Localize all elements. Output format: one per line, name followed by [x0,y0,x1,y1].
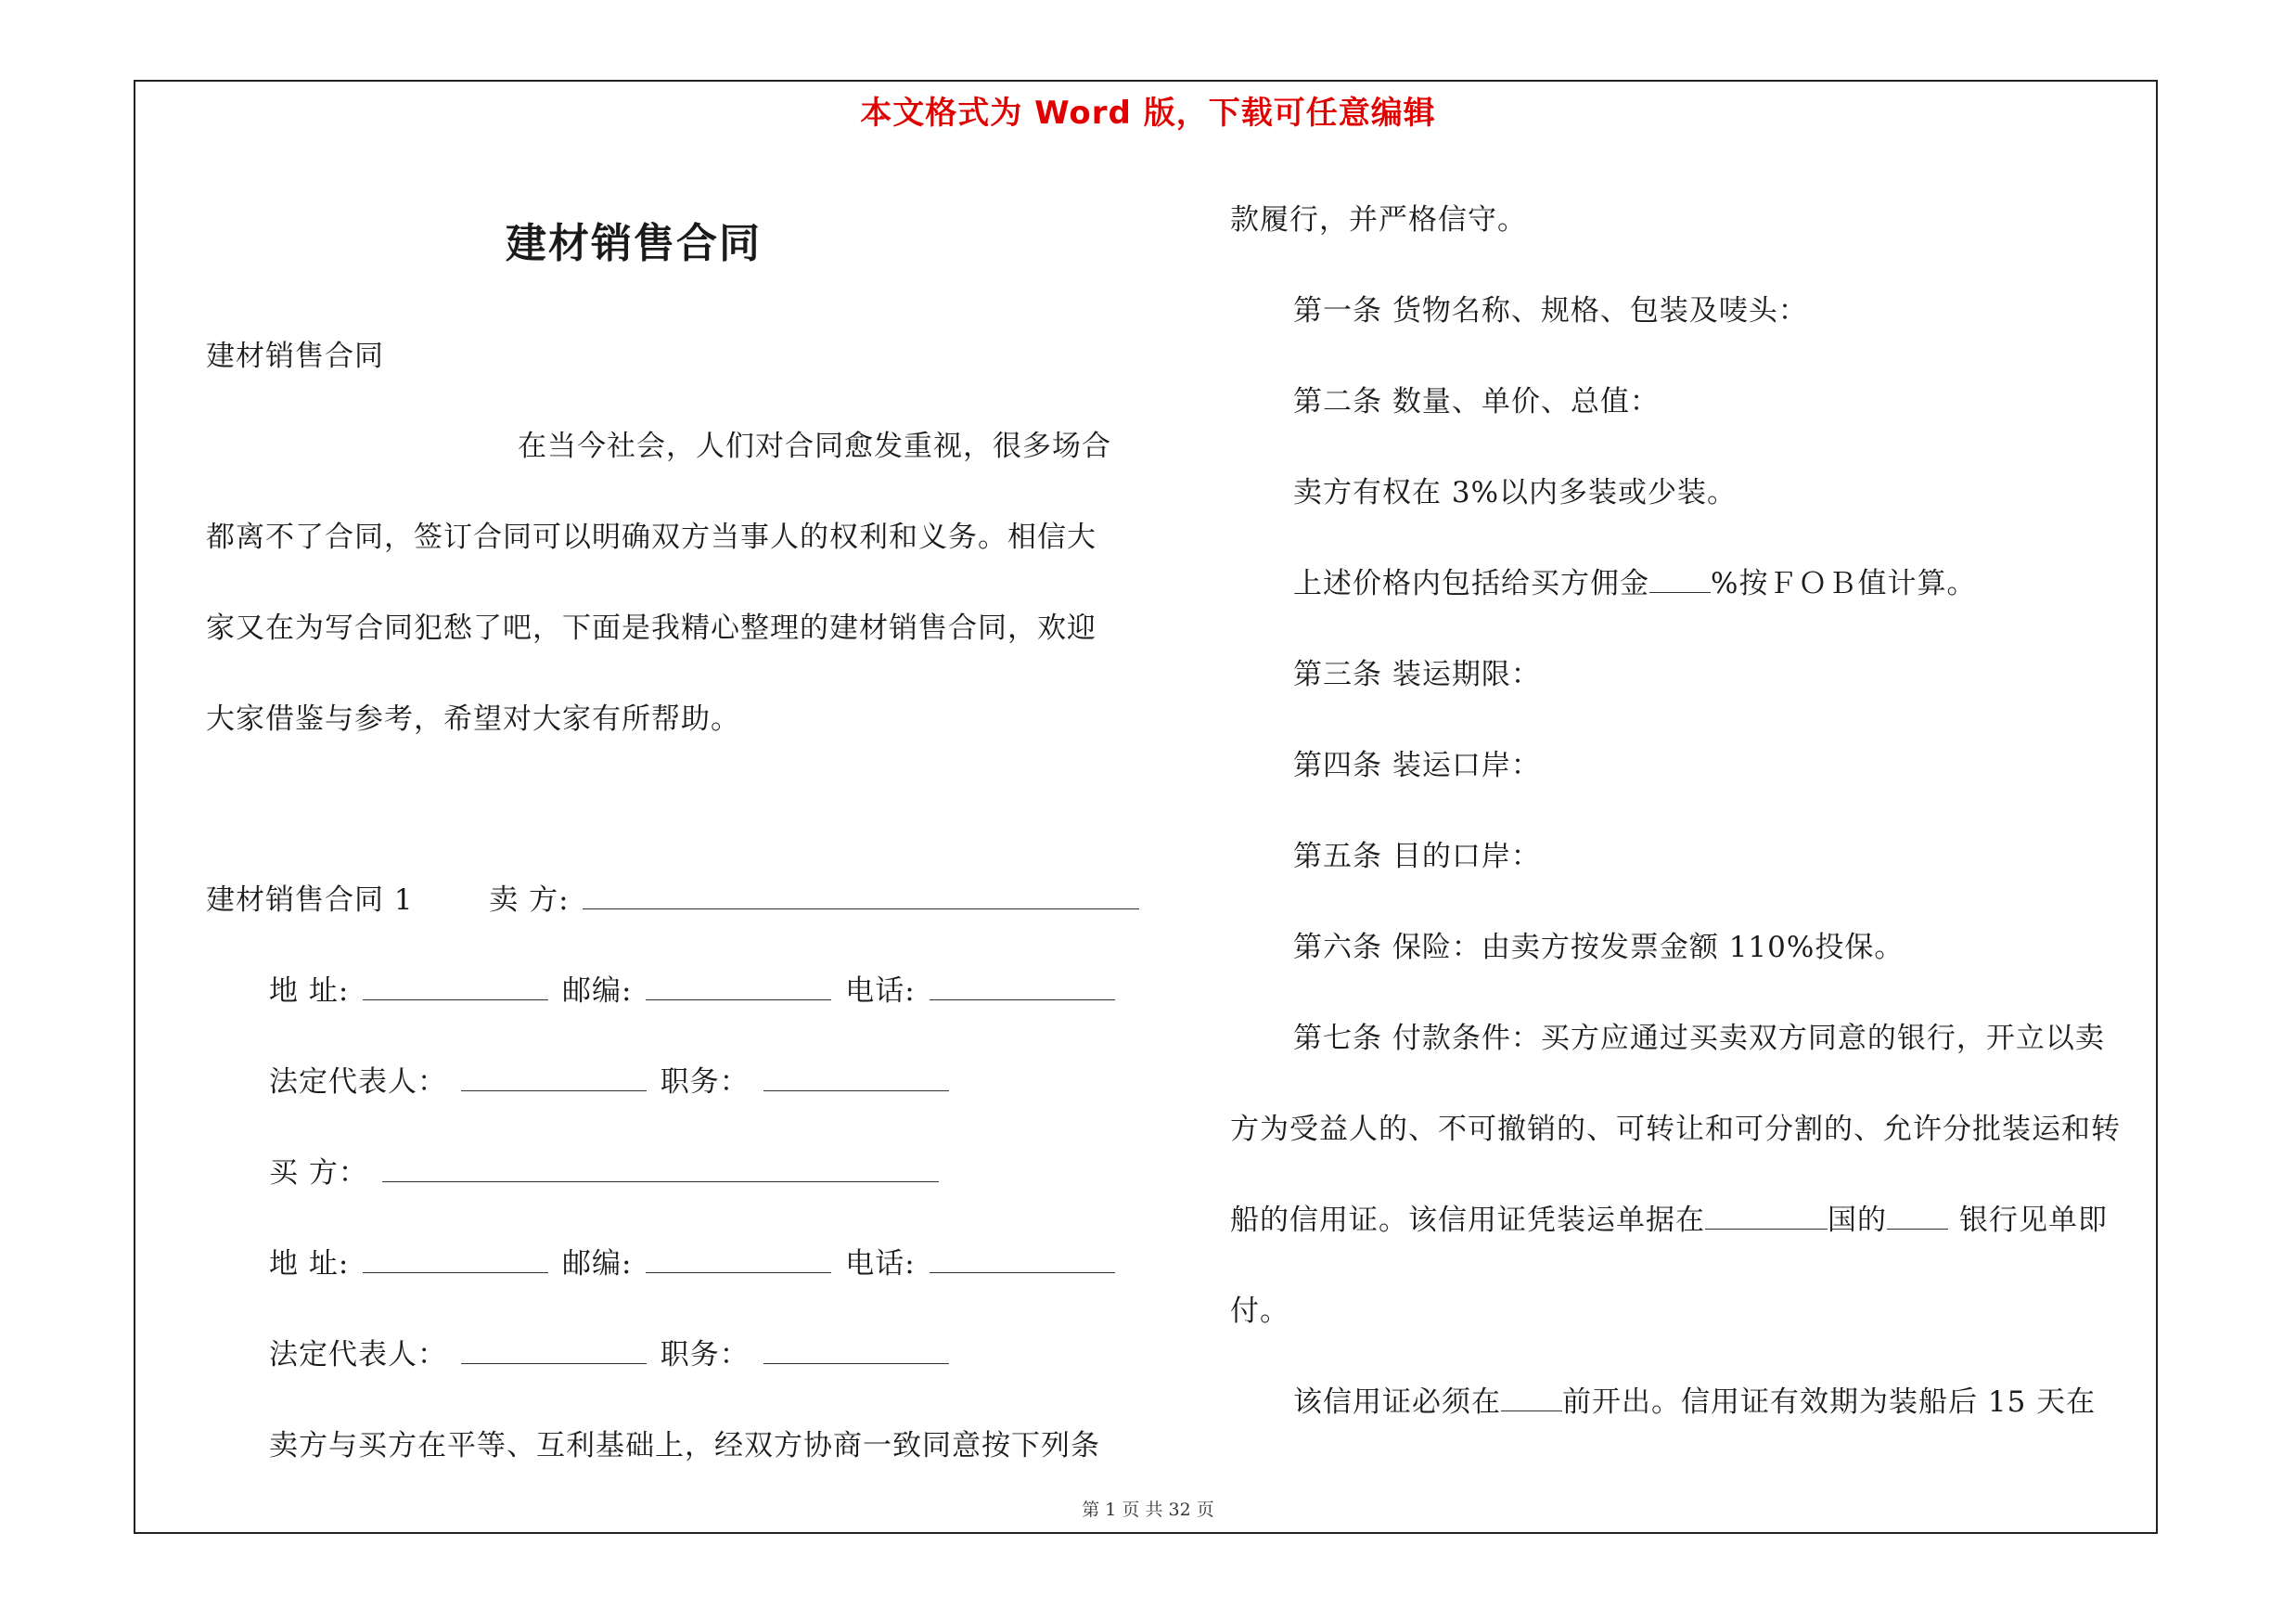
page-frame [134,80,2158,1534]
seller-rep-row [269,1058,953,1100]
duty-blank [763,1066,949,1091]
article-7-cont-1: 方为受益人的、不可撤销的、可转让和可分割的、允许分批装运和转 [1230,1113,2121,1146]
page-footer: 第 1 页 共 32 页 [1082,1500,1214,1520]
postcode-blank [646,975,831,1000]
rep-blank [461,1339,647,1364]
format-banner: 本文格式为 Word 版，下载可任意编辑 [860,95,1436,132]
address-blank [363,975,548,1000]
lc-bank-text: 银行见单即 [1959,1204,2108,1237]
rep-label: 法定代表人： [269,1338,447,1372]
commission-line [1293,560,1976,601]
intro-line-2: 都离不了合同，签订合同可以明确双方当事人的权利和义务。相信大 [206,521,1097,554]
article-4: 第四条 装运口岸： [1293,749,1541,782]
address-label: 地 址: [269,1247,350,1281]
seller-label: 卖 方: [489,883,570,917]
article-7: 第七条 付款条件：买方应通过买卖双方同意的银行，开立以卖 [1293,1022,2105,1055]
postcode-blank [646,1248,831,1273]
bank-blank [1887,1204,1948,1230]
commission-text-end: %按ＦＯＢ值计算。 [1711,567,1977,600]
buyer-blank [382,1157,939,1182]
rep-label: 法定代表人： [269,1065,447,1099]
article-7-cont-3: 付。 [1230,1295,1289,1328]
deadline-blank [1501,1386,1562,1411]
duty-label: 职务： [660,1065,750,1099]
duty-blank [763,1339,949,1364]
intro-line-3: 家又在为写合同犯愁了吧，下面是我精心整理的建材销售合同，欢迎 [206,612,1097,645]
seller-blank [583,884,1139,909]
article-2: 第二条 数量、单价、总值： [1293,385,1660,419]
intro-line-1: 在当今社会，人们对合同愈发重视，很多场合 [518,430,1111,463]
buyer-label: 买 方： [269,1156,368,1190]
phone-label: 电话: [845,974,916,1008]
address-blank [363,1248,548,1273]
article-6: 第六条 保险：由卖方按发票金额 110%投保。 [1293,931,1905,964]
article-3: 第三条 装运期限： [1293,658,1541,691]
article-7-cont-2 [1230,1196,2108,1238]
buyer-rep-row [269,1331,953,1372]
quantity-note: 卖方有权在 3%以内多装或少装。 [1293,476,1738,509]
phone-blank [930,1248,1115,1273]
lc-text: 船的信用证。该信用证凭装运单据在 [1230,1204,1705,1237]
lc-deadline-text-end: 前开出。信用证有效期为装船后 15 天在 [1562,1385,2097,1419]
phone-label: 电话: [845,1247,916,1281]
commission-blank [1649,568,1711,593]
lc-country-text: 国的 [1828,1204,1887,1237]
postcode-label: 邮编: [562,974,633,1008]
phone-blank [930,975,1115,1000]
intro-line-4: 大家借鉴与参考，希望对大家有所帮助。 [206,702,740,736]
page-title: 建材销售合同 [506,220,762,267]
address-label: 地 址: [269,974,350,1008]
duty-label: 职务： [660,1338,750,1372]
postcode-label: 邮编: [562,1247,633,1281]
lc-deadline-text: 该信用证必须在 [1293,1385,1501,1419]
seller-row [206,876,1143,918]
lc-deadline-line [1293,1378,2096,1420]
seller-address-row [269,967,1119,1009]
rep-blank [461,1066,647,1091]
buyer-address-row [269,1240,1119,1282]
right-line-1: 款履行，并严格信守。 [1230,203,1527,237]
country-blank [1705,1204,1828,1230]
agreement-line: 卖方与买方在平等、互利基础上，经双方协商一致同意按下列条 [269,1429,1100,1462]
subtitle: 建材销售合同 [206,340,384,373]
article-1: 第一条 货物名称、规格、包装及唛头： [1293,294,1808,328]
commission-text: 上述价格内包括给买方佣金 [1293,567,1649,600]
article-5: 第五条 目的口岸： [1293,840,1541,873]
buyer-row [269,1149,943,1191]
contract-heading: 建材销售合同 1 [206,883,414,917]
